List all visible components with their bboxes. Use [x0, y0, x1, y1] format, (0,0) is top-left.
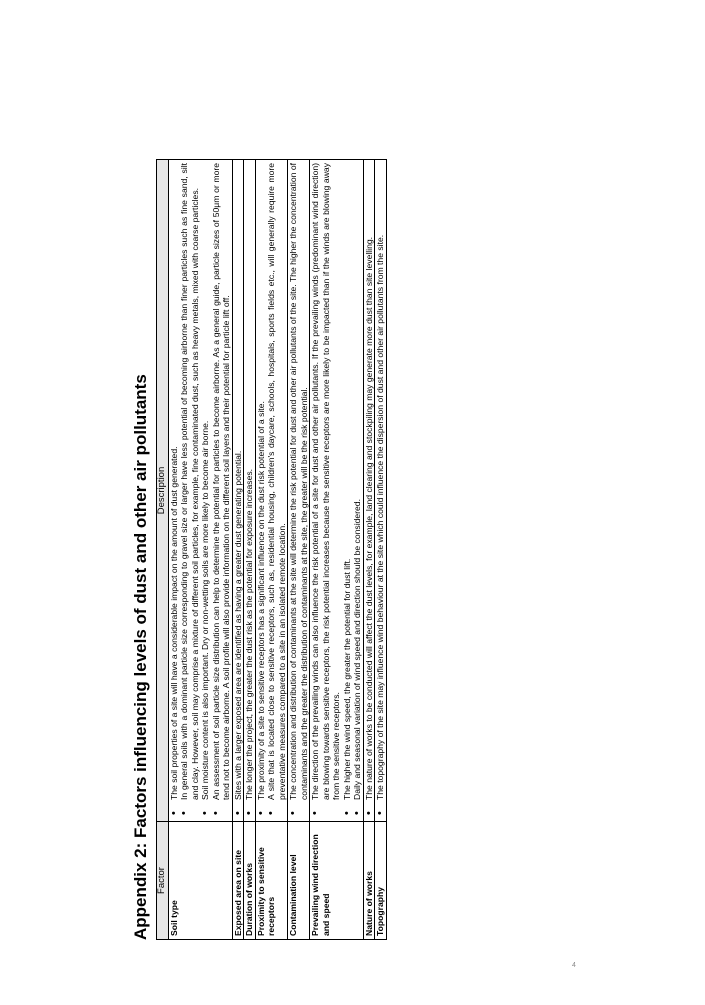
table-row: [288, 160, 310, 940]
factor-cell: Soil type: [168, 822, 232, 940]
description-cell: [255, 160, 288, 822]
factor-cell: Nature of works: [363, 822, 375, 940]
factor-cell: Topography: [375, 822, 387, 940]
description-cell: [288, 160, 310, 822]
factor-cell: Contamination level: [288, 822, 310, 940]
table-row: [310, 160, 364, 940]
description-bullet: • The direction of the prevailing winds can also influence the risk potential of a site for dust and other air pollutants. If the prevailing winds (predominant wind direction) are blowing towards sensitive receptors, the risk potential increases because the sensitive receptors are more likely to be impacted than if the winds are blowing away from the sensitive receptors.: [310, 163, 342, 800]
table-row: [168, 160, 232, 940]
description-bullet: • In general soils with a dominant particle size corresponding to gravel size or larger have less potential of becoming airborne than finer particles such as fine sand, silt and clay. However, soil may comprise a mixture of different soil particles, for example, fine contaminated dust, such as heavy metals, mixed with coarse particles.: [179, 163, 200, 800]
description-cell: [168, 160, 232, 822]
description-cell: [363, 160, 375, 822]
factors-table: [156, 159, 387, 940]
table-header-row: [157, 160, 169, 940]
description-bullet: • The soil properties of a site will have a considerable impact on the amount of dust generated.: [169, 163, 180, 800]
table-row: [375, 160, 387, 940]
description-cell: [232, 160, 244, 822]
description-bullet: • Sites with a larger exposed area are identified as having a greater dust generating potential.: [233, 163, 244, 800]
header-factor: Factor: [157, 822, 169, 940]
rotated-page: [130, 160, 585, 940]
table-row: [244, 160, 256, 940]
table-row: [255, 160, 288, 940]
page-title: Appendix 2: Factors influencing levels of dust and other air pollutants: [131, 374, 150, 940]
description-cell: [310, 160, 364, 822]
description-bullet: • Soil moisture content is also important. Dry or non-wetting soils are more likely to become air borne.: [200, 163, 211, 800]
description-bullet: • The higher the wind speed, the greater the potential for dust lift.: [342, 163, 353, 800]
header-description: Description: [157, 160, 169, 822]
description-bullet: • An assessment of soil particle size distribution can help to determine the potential for particles to become airborne. As a general guide, particle sizes of 50μm or more tend not to become airborne. A soil profile will also provide information on the different soil layers and their potential for particle lift off.: [211, 163, 232, 800]
page-corner-mark: 4: [572, 962, 576, 969]
description-bullet: • The concentration and distribution of contaminants at the site will determine the risk potential for dust and other air pollutants of the site. The higher the concentration of contaminants and the greater the distribution of contaminants at the site, the greater will be the risk potential.: [288, 163, 309, 800]
factor-cell: Exposed area on site: [232, 822, 244, 940]
factor-cell: Prevailing wind direction and speed: [310, 822, 364, 940]
description-bullet: • Daily and seasonal variation of wind speed and direction should be considered.: [352, 163, 363, 800]
description-cell: [375, 160, 387, 822]
table-row: [232, 160, 244, 940]
factor-cell: Proximity to sensitive receptors: [255, 822, 288, 940]
table-row: [363, 160, 375, 940]
description-bullet: • The proximity of a site to sensitive receptors has a significant influence on the dust risk potential of a site.: [256, 163, 267, 800]
description-bullet: • The topography of the site may influence wind behaviour at the site which could influence the dispersion of dust and other air pollutants from the site.: [375, 163, 386, 800]
factor-cell: Duration of works: [244, 822, 256, 940]
description-cell: [244, 160, 256, 822]
description-bullet: • The nature of works to be conducted will affect the dust levels, for example, land clearing and stockpiling may generate more dust than site levelling.: [364, 163, 375, 800]
description-bullet: • The longer the project, the greater the dust risk as the potential for exposure increases.: [244, 163, 255, 800]
description-bullet: • A site that is located close to sensitive receptors, such as, residential housing, children's daycare, schools, hospitals, sports fields etc., will generally require more preventative measures compared to a site in an isolated remote location.: [266, 163, 287, 800]
